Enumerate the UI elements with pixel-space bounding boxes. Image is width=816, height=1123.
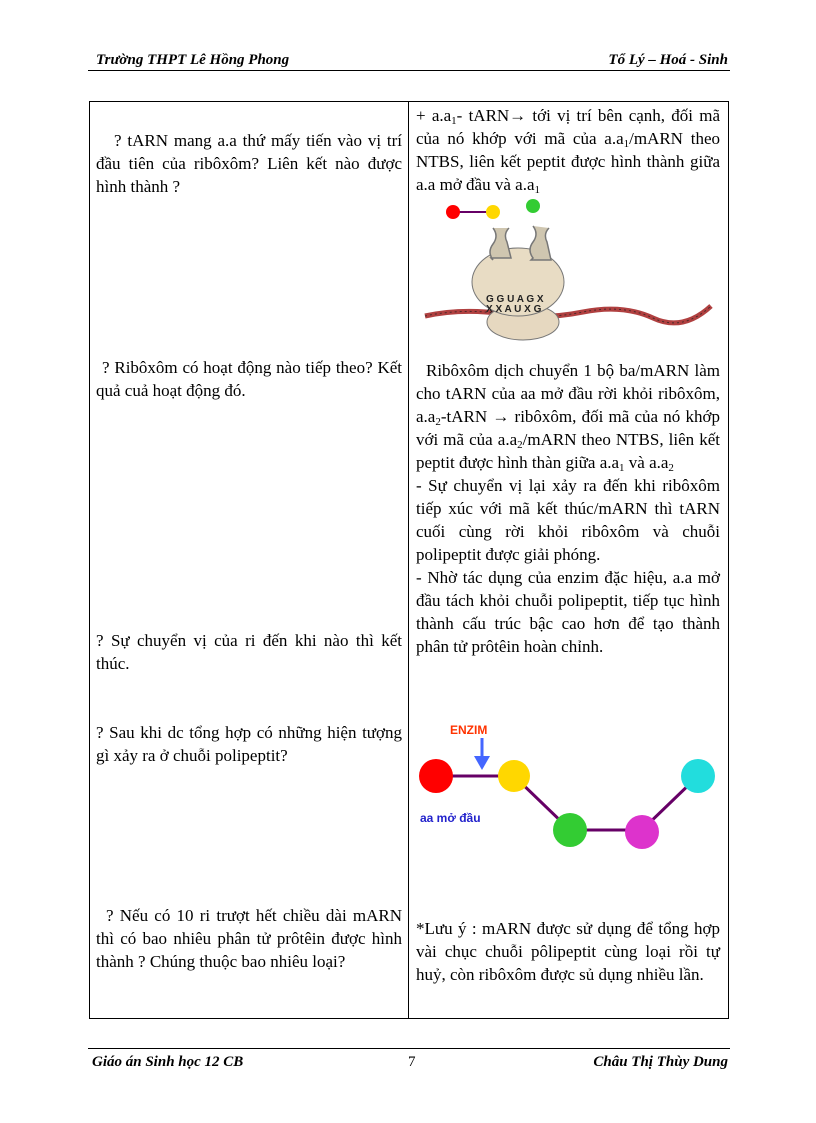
question-3: ? Sự chuyển vị của ri đến khi nào thì kết thúc. [96,631,402,673]
question-2: ? Ribôxôm có hoạt động nào tiếp theo? Kết quả cuả hoạt động đó. [96,358,402,400]
page-number: 7 [408,1054,416,1070]
question-4: ? Sau khi dc tổng hợp có những hiện tượng gì xảy ra ở chuỗi polipeptit? [96,723,402,765]
amino-acid-2 [553,813,587,847]
answer-2: Ribôxôm dịch chuyển 1 bộ ba/mARN làm cho tARN của aa mở đầu rời khỏi ribôxôm, $a.a_2$-tARN → ribôxôm, đối mã của nó khớp với mã của $a.a_2$/mARN theo NTBS, liên kết peptit được hình thàn giữa $a.a_1$ và $a.a_2$ - Sự chuyển vị lại xảy ra đến khi ribôxôm tiếp xúc với mã kết thúc/mARN thì tARN cuối cùng rời khỏi ribôxôm và chuỗi polipeptit được giải phóng. - Nhờ tác dụng của enzim đặc hiệu, a.a mở đầu tách khỏi chuỗi polipeptit, tiếp tục hình thành cấu trúc bậc cao hơn để tạo thành phân tử prôtêin hoàn chỉnh. [416,361,720,656]
trna-1 [490,228,511,260]
amino-acid-1 [498,760,530,792]
column-divider [408,102,409,1018]
answer-1: + $a.a_1-$ tARN→ tới vị trí bên cạnh, đối mã của nó khớp với mã của $a.a_1$/mARN theo NTBS, liên kết peptit được hình thành giữa a.a mở đầu và $a.a_1$ [416,106,721,196]
question-5: ? Nếu có 10 ri trượt hết chiều dài mARN thì có bao nhiêu phân tử prôtêin được hình thành ? Chúng thuộc bao nhiêu loại? [96,906,402,971]
footer-author: Châu Thị Thùy Dung [593,1054,728,1070]
footer-title: Giáo án Sinh học 12 CB [92,1054,244,1070]
polypeptide-enzyme-figure [416,716,720,856]
footer-divider [88,1048,730,1049]
amino-acid-2 [526,199,540,213]
header-department: Tổ Lý – Hoá - Sinh [608,52,728,68]
amino-acid-4 [681,759,715,793]
amino-acid-start [419,759,453,793]
ribosome-translation-figure [423,198,713,348]
answer-5: *Lưu ý : mARN được sử dụng để tổng hợp vài chục chuỗi pôlipeptit cùng loại rồi tự huỷ, còn ribôxôm được sủ dụng nhiều lần. [416,919,720,984]
amino-acid-1 [486,205,500,219]
question-1: ? tARN mang a.a thứ mấy tiến vào vị trí đầu tiên của ribôxôm? Liên kết nào được hình thành ? [96,131,402,196]
header-divider [88,70,730,71]
lesson-table [89,101,729,1019]
amino-acid-start [446,205,460,219]
header-school: Trường THPT Lê Hồng Phong [96,52,290,68]
trna-2 [530,226,551,260]
amino-acid-3 [625,815,659,849]
enzim-label: ENZIM [450,723,488,737]
start-aa-label: aa mở đầu [420,811,481,825]
anticodon-letters: G G U A G X [486,294,544,305]
codon-letters: X X A U X G [486,304,542,315]
